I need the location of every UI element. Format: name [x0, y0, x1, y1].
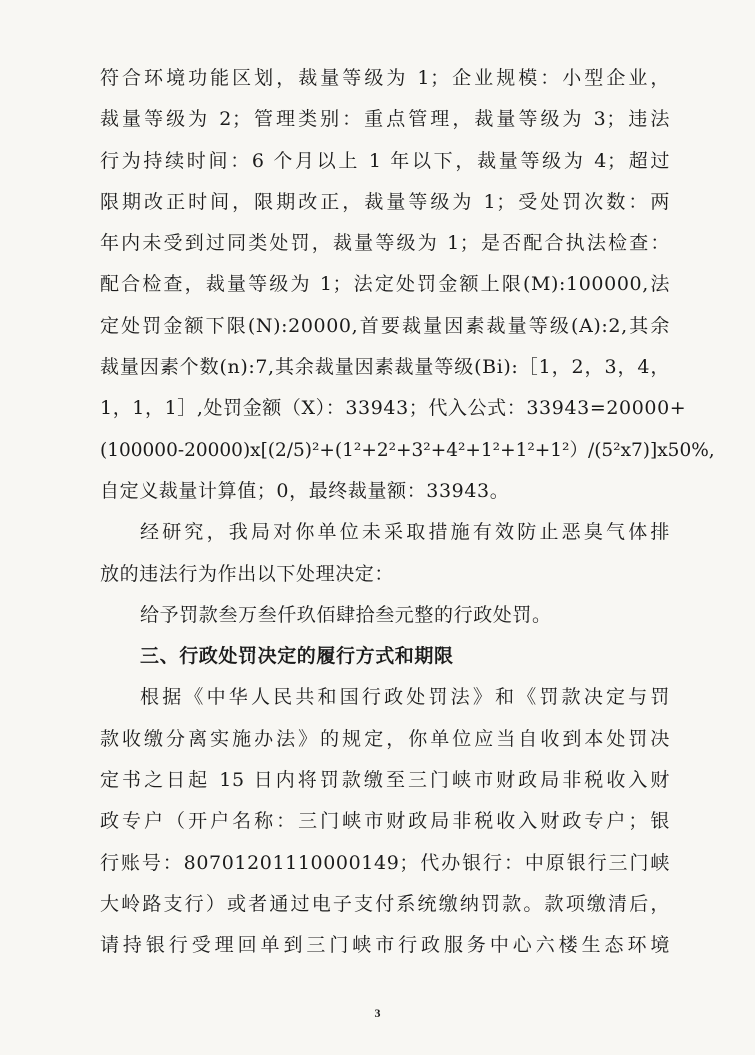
section-heading: 三、行政处罚决定的履行方式和期限	[140, 645, 454, 668]
text-line: 自定义裁量计算值；0，最终裁量额：33943。	[100, 479, 510, 502]
text-line: 符合环境功能区划，裁量等级为 1；企业规模：小型企业，	[100, 67, 670, 89]
text-line: 年内未受到过同类处罚，裁量等级为 1；是否配合执法检查：	[100, 232, 670, 255]
text-line: 放的违法行为作出以下处理决定：	[100, 562, 395, 585]
text-line: 裁量等级为 2；管理类别：重点管理，裁量等级为 3；违法	[100, 108, 670, 131]
text-line: 政专户（开户名称：三门峡市财政局非税收入财政专户；银	[100, 810, 670, 833]
paragraph-start-line: 根据《中华人民共和国行政处罚法》和《罚款决定与罚	[140, 686, 670, 709]
text-line: 请持银行受理回单到三门峡市行政服务中心六楼生态环境	[100, 934, 670, 957]
text-line: 1，1，1］,处罚金额（X）：33943；代入公式：33943=20000+	[100, 397, 687, 420]
page-number: 3	[374, 1006, 381, 1020]
penalty-decision-line: 给予罚款叁万叁仟玖佰肆拾叁元整的行政处罚。	[140, 603, 552, 626]
text-line: 限期改正时间，限期改正，裁量等级为 1；受处罚次数：两	[100, 190, 670, 213]
text-line: 款收缴分离实施办法》的规定，你单位应当自收到本处罚决	[100, 727, 670, 750]
paragraph-start-line: 经研究，我局对你单位未采取措施有效防止恶臭气体排	[140, 521, 670, 544]
text-line: 行为持续时间：6 个月以上 1 年以下，裁量等级为 4；超过	[100, 149, 670, 172]
text-line: 大岭路支行）或者通过电子支付系统缴纳罚款。款项缴清后，	[100, 892, 670, 915]
text-line: 定处罚金额下限(N):20000,首要裁量因素裁量等级(A):2,其余	[100, 314, 670, 337]
text-line: 裁量因素个数(n):7,其余裁量因素裁量等级(Bi):［1，2，3，4，	[100, 356, 670, 379]
text-line: 定书之日起 15 日内将罚款缴至三门峡市财政局非税收入财	[100, 769, 670, 792]
text-line: 行账号：80701201110000149；代办银行：中原银行三门峡	[100, 851, 670, 874]
body-text	[100, 58, 715, 967]
text-line: 配合检查，裁量等级为 1；法定处罚金额上限(M):100000,法	[100, 273, 670, 296]
formula-line: (100000-20000)x[(2/5)²+(1²+2²+3²+4²+1²+1²+1²）/(5²x7)]x50%,	[100, 439, 715, 461]
